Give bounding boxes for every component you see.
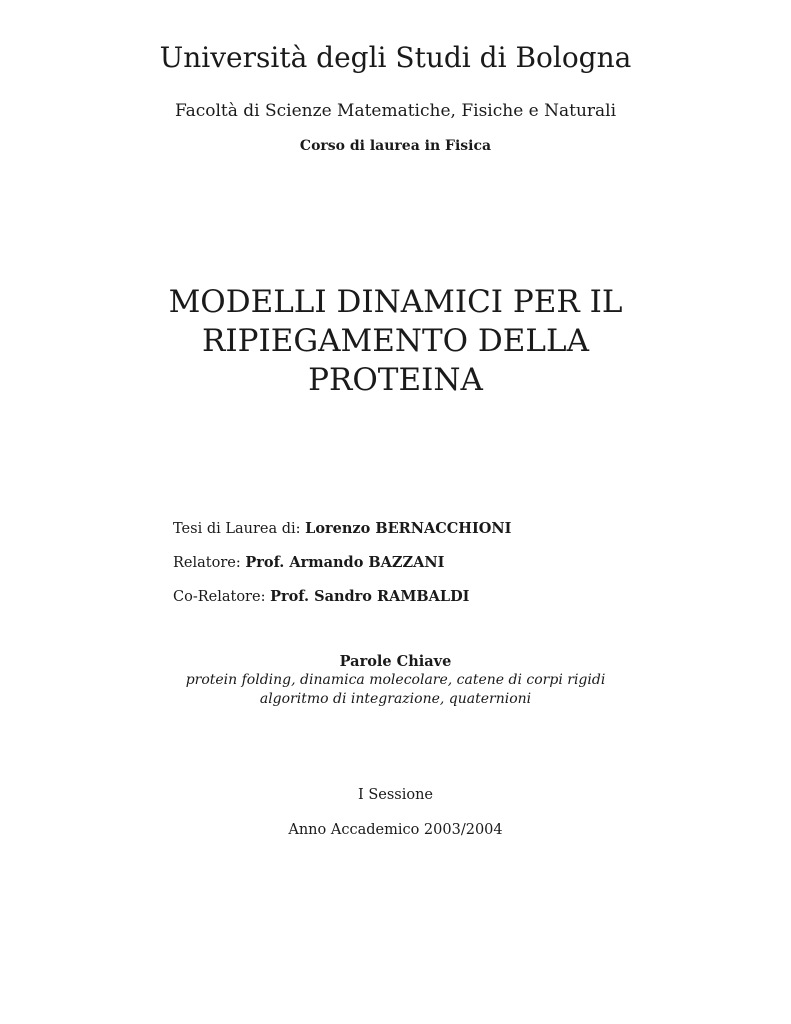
supervisor-name: Prof. Armando BAZZANI bbox=[245, 554, 445, 571]
author-label: Tesi di Laurea di: bbox=[173, 521, 301, 537]
thesis-title-line: MODELLI DINAMICI PER IL bbox=[168, 284, 623, 320]
keywords-line: protein folding, dinamica molecolare, catene di corpi rigidi bbox=[185, 672, 606, 688]
thesis-title-line: PROTEINA bbox=[308, 362, 483, 398]
university-name: Università degli Studi di Bologna bbox=[159, 41, 632, 74]
faculty-name: Facoltà di Scienze Matematiche, Fisiche e Naturali bbox=[174, 101, 617, 121]
keywords-heading: Parole Chiave bbox=[339, 653, 452, 670]
people-list bbox=[173, 518, 511, 620]
co-supervisor-row bbox=[173, 586, 511, 620]
course-name: Corso di laurea in Fisica bbox=[299, 138, 492, 154]
co-supervisor-name: Prof. Sandro RAMBALDI bbox=[270, 588, 470, 605]
thesis-title bbox=[0, 283, 791, 400]
keywords-line: algoritmo di integrazione, quaternioni bbox=[259, 691, 532, 707]
author-row bbox=[173, 518, 511, 552]
thesis-title-line: RIPIEGAMENTO DELLA bbox=[202, 323, 589, 359]
supervisor-label: Relatore: bbox=[173, 555, 241, 571]
supervisor-row bbox=[173, 552, 511, 586]
session-label: I Sessione bbox=[357, 787, 434, 803]
co-supervisor-label: Co-Relatore: bbox=[173, 589, 266, 605]
academic-year: Anno Accademico 2003/2004 bbox=[288, 822, 503, 838]
author-name: Lorenzo BERNACCHIONI bbox=[305, 520, 512, 537]
